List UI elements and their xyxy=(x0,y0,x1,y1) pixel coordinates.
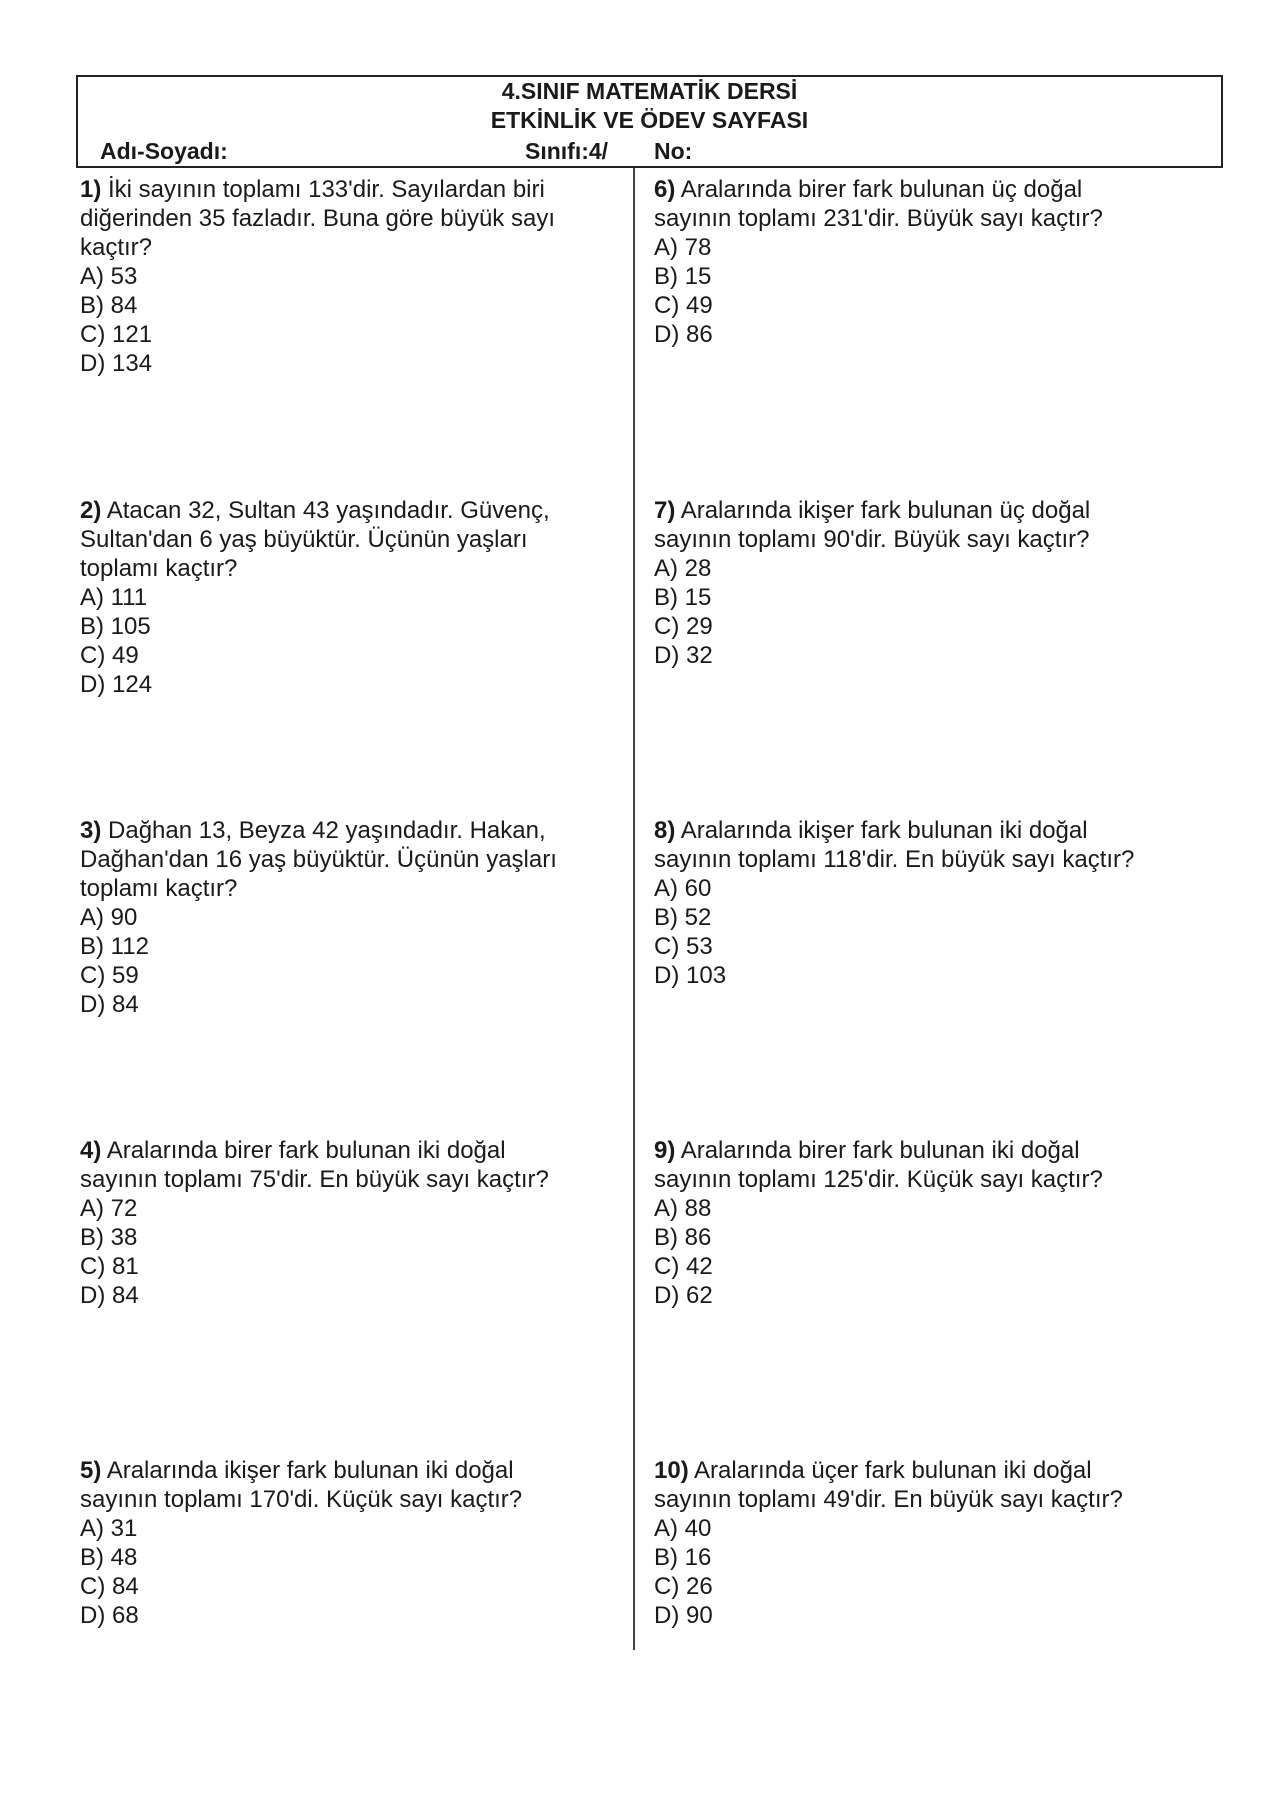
option-a: A) 78 xyxy=(654,234,712,261)
option-a: A) 31 xyxy=(80,1515,138,1542)
question-number: 7) xyxy=(654,497,676,524)
option-b: B) 105 xyxy=(80,613,151,640)
option-c: C) 42 xyxy=(654,1253,713,1280)
student-name-label: Adı-Soyadı: xyxy=(100,138,228,164)
question-8 xyxy=(654,816,1194,990)
option-b: B) 48 xyxy=(80,1544,138,1571)
option-b: B) 84 xyxy=(80,292,138,319)
question-text: Aralarında birer fark bulunan iki doğal sayının toplamı 125'dir. Küçük sayı kaçtır? xyxy=(654,1137,1103,1193)
option-d: D) 124 xyxy=(80,671,153,698)
option-c: C) 53 xyxy=(654,933,713,960)
question-number: 8) xyxy=(654,817,676,844)
option-d: D) 90 xyxy=(654,1602,713,1629)
option-c: C) 49 xyxy=(80,642,139,669)
option-b: B) 86 xyxy=(654,1224,712,1251)
option-a: A) 53 xyxy=(80,263,138,290)
question-text: Atacan 32, Sultan 43 yaşındadır. Güvenç, Sultan'dan 6 yaş büyüktür. Üçünün yaşları toplamı kaçtır? xyxy=(80,497,550,582)
worksheet-title: 4.SINIF MATEMATİK DERSİ xyxy=(501,78,798,104)
question-text: Aralarında ikişer fark bulunan üç doğal sayının toplamı 90'dir. Büyük sayı kaçtır? xyxy=(654,497,1091,553)
option-b: B) 52 xyxy=(654,904,712,931)
option-d: D) 84 xyxy=(80,1282,139,1309)
question-5 xyxy=(80,1456,610,1630)
option-b: B) 16 xyxy=(654,1544,712,1571)
option-a: A) 28 xyxy=(654,555,712,582)
question-text: Dağhan 13, Beyza 42 yaşındadır. Hakan, Dağhan'dan 16 yaş büyüktür. Üçünün yaşları toplamı kaçtır? xyxy=(80,817,557,902)
question-number: 1) xyxy=(80,176,102,203)
option-b: B) 38 xyxy=(80,1224,138,1251)
question-number: 9) xyxy=(654,1137,676,1164)
question-10 xyxy=(654,1456,1194,1630)
option-d: D) 134 xyxy=(80,350,153,377)
student-class-label: Sınıfı:4/ xyxy=(525,138,609,164)
option-c: C) 59 xyxy=(80,962,139,989)
option-b: B) 112 xyxy=(80,933,149,960)
option-c: C) 29 xyxy=(654,613,713,640)
question-number: 5) xyxy=(80,1457,102,1484)
option-c: C) 121 xyxy=(80,321,153,348)
question-2 xyxy=(80,496,610,699)
question-text: Aralarında üçer fark bulunan iki doğal sayının toplamı 49'dir. En büyük sayı kaçtır? xyxy=(654,1457,1123,1513)
question-6 xyxy=(654,175,1194,349)
option-a: A) 90 xyxy=(80,904,138,931)
question-text: Aralarında birer fark bulunan üç doğal sayının toplamı 231'dir. Büyük sayı kaçtır? xyxy=(654,176,1103,232)
question-text: Aralarında birer fark bulunan iki doğal sayının toplamı 75'dir. En büyük sayı kaçtır? xyxy=(80,1137,549,1193)
option-b: B) 15 xyxy=(654,584,712,611)
option-d: D) 68 xyxy=(80,1602,139,1629)
option-a: A) 40 xyxy=(654,1515,712,1542)
question-text: Aralarında ikişer fark bulunan iki doğal sayının toplamı 170'di. Küçük sayı kaçtır? xyxy=(80,1457,523,1513)
option-d: D) 86 xyxy=(654,321,713,348)
option-a: A) 72 xyxy=(80,1195,138,1222)
question-text: İki sayının toplamı 133'dir. Sayılardan biri diğerinden 35 fazladır. Buna göre büyük sayı kaçtır? xyxy=(80,176,555,261)
question-1 xyxy=(80,175,610,378)
question-text: Aralarında ikişer fark bulunan iki doğal sayının toplamı 118'dir. En büyük sayı kaçtır? xyxy=(654,817,1135,873)
question-number: 6) xyxy=(654,176,676,203)
question-number: 2) xyxy=(80,497,102,524)
question-number: 3) xyxy=(80,817,102,844)
option-d: D) 62 xyxy=(654,1282,713,1309)
question-3 xyxy=(80,816,610,1019)
worksheet-header xyxy=(76,75,1223,168)
option-a: A) 111 xyxy=(80,584,148,611)
option-c: C) 81 xyxy=(80,1253,139,1280)
option-d: D) 103 xyxy=(654,962,727,989)
option-a: A) 88 xyxy=(654,1195,712,1222)
option-c: C) 26 xyxy=(654,1573,713,1600)
worksheet-subtitle: ETKİNLİK VE ÖDEV SAYFASI xyxy=(490,107,809,133)
question-9 xyxy=(654,1136,1194,1310)
option-a: A) 60 xyxy=(654,875,712,902)
question-4 xyxy=(80,1136,610,1310)
option-c: C) 84 xyxy=(80,1573,139,1600)
option-d: D) 32 xyxy=(654,642,713,669)
option-b: B) 15 xyxy=(654,263,712,290)
option-d: D) 84 xyxy=(80,991,139,1018)
column-divider xyxy=(633,168,635,1650)
question-7 xyxy=(654,496,1194,670)
student-number-label: No: xyxy=(654,138,693,164)
question-number: 4) xyxy=(80,1137,102,1164)
question-number: 10) xyxy=(654,1457,689,1484)
option-c: C) 49 xyxy=(654,292,713,319)
